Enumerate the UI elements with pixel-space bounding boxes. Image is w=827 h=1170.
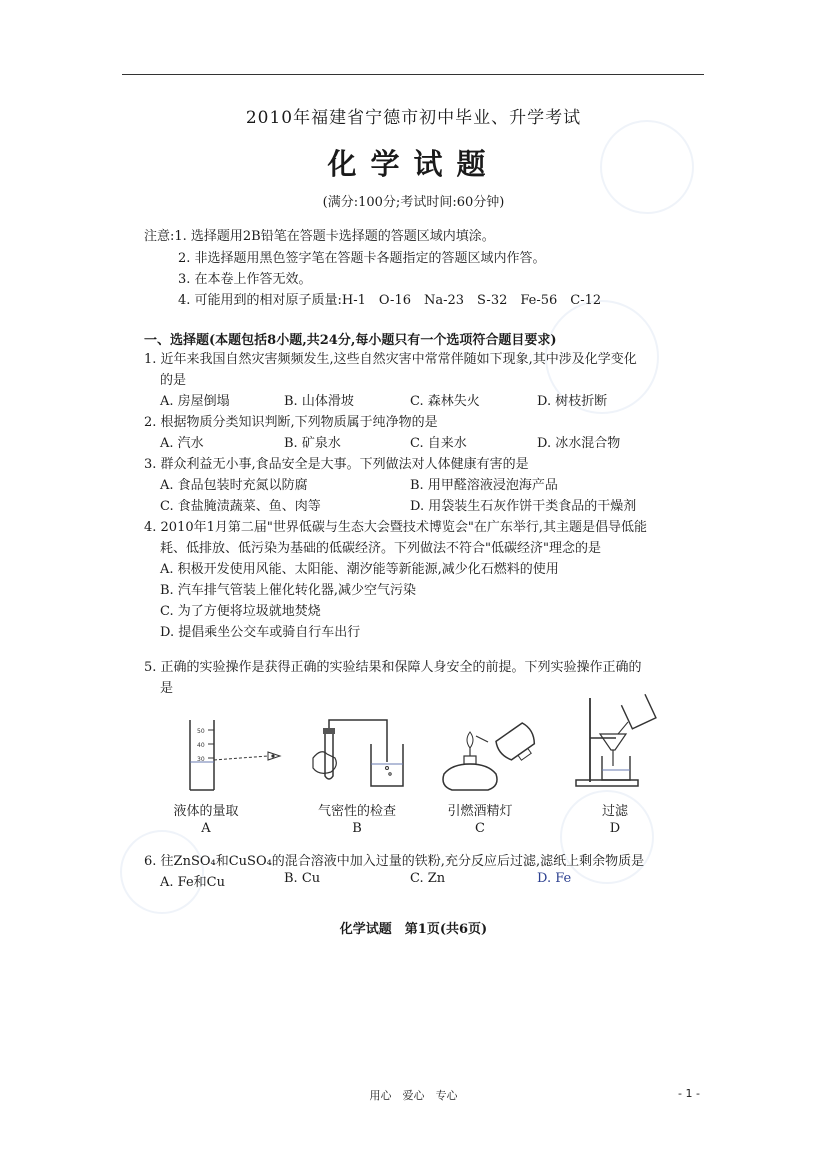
question-5-text: 是	[160, 681, 174, 696]
figure-filtration	[568, 694, 668, 790]
question-6-option-b: B. Cu	[284, 871, 321, 886]
score-info: (满分:100分;考试时间:60分钟)	[322, 195, 505, 210]
note-line: 注意:1. 选择题用2B铅笔在答题卡选择题的答题区域内填涂。	[144, 229, 495, 244]
note-line: 2. 非选择题用黑色签字笔在答题卡各题指定的答题区域内作答。	[178, 251, 546, 266]
question-2-option-a: A. 汽水	[160, 436, 204, 451]
figure-b-letter: B	[352, 821, 362, 836]
question-3-option-c: C. 食盐腌渍蔬菜、鱼、肉等	[160, 499, 321, 514]
section-header: 一、选择题(本题包括8小题,共24分,每小题只有一个选项符合题目要求)	[144, 333, 557, 348]
figure-a-letter: A	[201, 821, 211, 836]
figure-graduated-cylinder	[180, 716, 290, 796]
note-line: 4. 可能用到的相对原子质量:H-1 O-16 Na-23 S-32 Fe-56 C-12	[178, 293, 602, 308]
question-4-option-c: C. 为了方便将垃圾就地焚烧	[160, 604, 321, 619]
question-4-text: 耗、低排放、低污染为基础的低碳经济。下列做法不符合"低碳经济"理念的是	[160, 541, 601, 556]
figure-d-letter: D	[609, 821, 621, 836]
question-2-option-b: B. 矿泉水	[284, 436, 341, 451]
question-1-option-c: C. 森林失火	[410, 394, 480, 409]
exam-title: 2010年福建省宁德市初中毕业、升学考试	[245, 108, 582, 128]
figure-c-letter: C	[475, 821, 485, 836]
question-3-option-a: A. 食品包装时充氮以防腐	[160, 478, 308, 493]
question-2-option-d: D. 冰水混合物	[537, 436, 621, 451]
cylinder-mark: 30	[197, 756, 205, 763]
question-4-option-b: B. 汽车排气管装上催化转化器,减少空气污染	[160, 583, 416, 598]
note-line: 3. 在本卷上作答无效。	[178, 272, 312, 287]
question-5-text: 5. 正确的实验操作是获得正确的实验结果和保障人身安全的前提。下列实验操作正确的	[144, 660, 642, 675]
question-3-option-d: D. 用袋装生石灰作饼干类食品的干燥剂	[410, 499, 637, 514]
question-6-option-d: D. Fe	[537, 871, 572, 886]
question-1-option-d: D. 树枝折断	[537, 394, 608, 409]
question-4-text: 4. 2010年1月第二届"世界低碳与生态大会暨技术博览会"在广东举行,其主题是倡导低能	[144, 520, 647, 535]
question-2-text: 2. 根据物质分类知识判断,下列物质属于纯净物的是	[144, 415, 438, 430]
figure-alcohol-lamp	[430, 712, 550, 794]
question-1-text: 1. 近年来我国自然灾害频频发生,这些自然灾害中常常伴随如下现象,其中涉及化学变化	[144, 352, 637, 367]
figure-c-caption: 引燃酒精灯	[447, 804, 513, 819]
question-2-option-c: C. 自来水	[410, 436, 467, 451]
question-6-text: 6. 往ZnSO₄和CuSO₄的混合溶液中加入过量的铁粉,充分反应后过滤,滤纸上剩余物质是	[144, 854, 645, 869]
cylinder-mark: 50	[197, 728, 205, 735]
page-footer: 化学试题 第1页(共6页)	[339, 922, 488, 937]
question-1-text: 的是	[160, 373, 187, 388]
page-number: - 1 -	[678, 1087, 700, 1100]
top-rule	[122, 74, 704, 75]
question-3-text: 3. 群众利益无小事,食品安全是大事。下列做法对人体健康有害的是	[144, 457, 529, 472]
figure-airtightness-check	[305, 714, 415, 794]
figure-a-caption: 液体的量取	[173, 804, 239, 819]
question-1-option-a: A. 房屋倒塌	[160, 394, 230, 409]
bottom-slogan: 用心 爱心 专心	[369, 1089, 458, 1102]
question-6-option-c: C. Zn	[410, 871, 446, 886]
question-6-option-a: A. Fe和Cu	[160, 875, 225, 890]
figure-b-caption: 气密性的检查	[317, 804, 396, 819]
figure-d-caption: 过滤	[601, 804, 628, 819]
question-3-option-b: B. 用甲醛溶液浸泡海产品	[410, 478, 558, 493]
cylinder-mark: 40	[197, 742, 205, 749]
question-1-option-b: B. 山体滑坡	[284, 394, 354, 409]
question-4-option-a: A. 积极开发使用风能、太阳能、潮汐能等新能源,减少化石燃料的使用	[160, 562, 559, 577]
question-4-option-d: D. 提倡乘坐公交车或骑自行车出行	[160, 625, 361, 640]
subject-title: 化学试题	[327, 147, 500, 181]
